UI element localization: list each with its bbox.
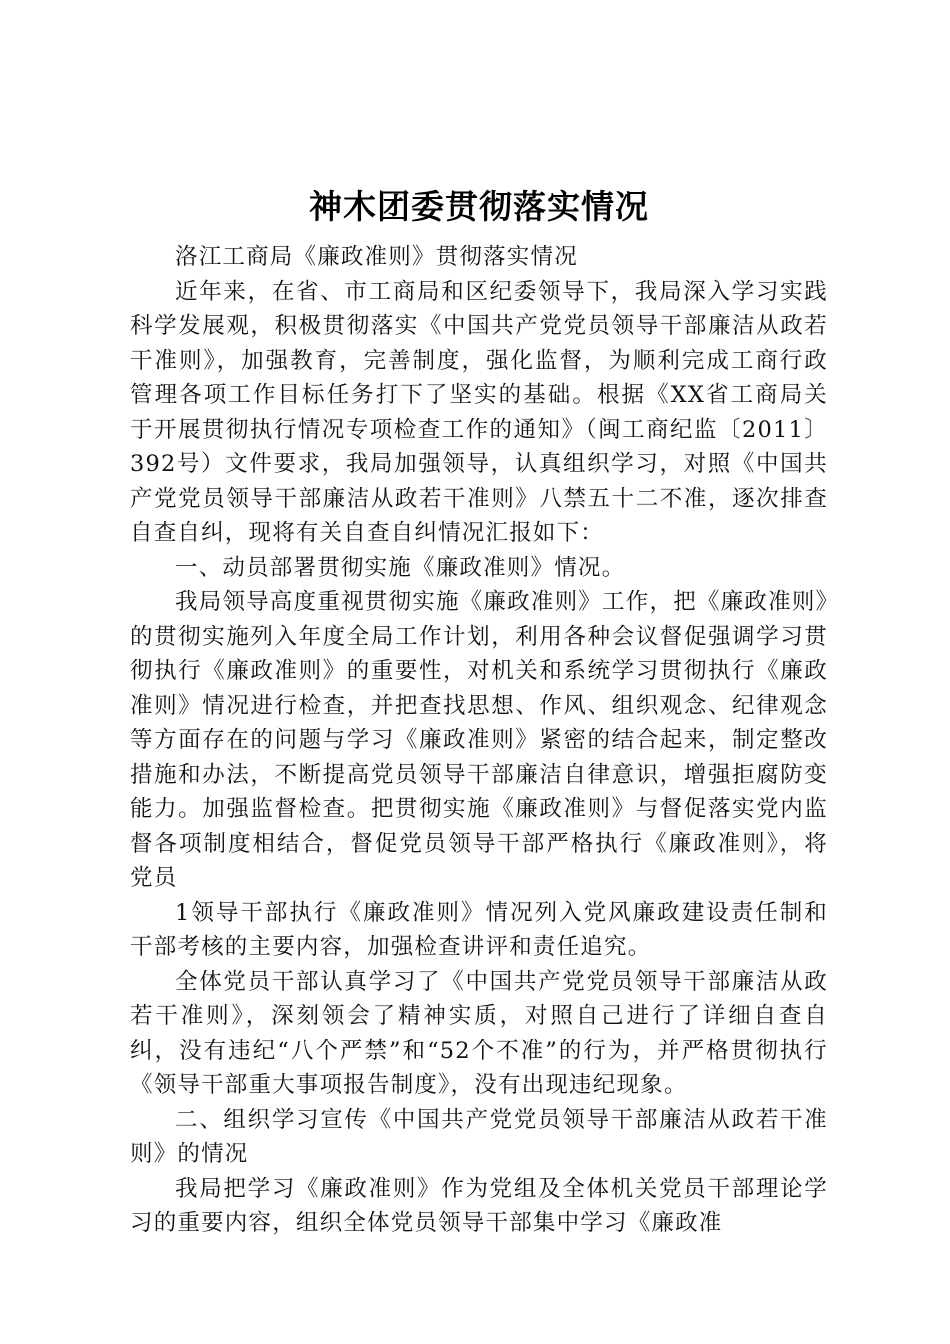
body-paragraph: 我局把学习《廉政准则》作为党组及全体机关党员干部理论学习的重要内容，组织全体党员领导干部集中学习《廉政准 (130, 1175, 828, 1236)
body-paragraph: 1领导干部执行《廉政准则》情况列入党风廉政建设责任制和干部考核的主要内容，加强检查讲评和责任追究。 (130, 899, 828, 960)
body-paragraph: 我局领导高度重视贯彻实施《廉政准则》工作，把《廉政准则》的贯彻实施列入年度全局工作计划，利用各种会议督促强调学习贯彻执行《廉政准则》的重要性，对机关和系统学习贯彻执行《廉政准则》情况进行检查，并把查找思想、作风、组织观念、纪律观念等方面存在的问题与学习《廉政准则》紧密的结合起来，制定整改措施和办法，不断提高党员领导干部廉洁自律意识，增强拒腐防变能力。加强监督检查。把贯彻实施《廉政准则》与督促落实党内监督各项制度相结合，督促党员领导干部严格执行《廉政准则》，将党员 (130, 589, 828, 891)
section-heading-2: 二、组织学习宣传《中国共产党党员领导干部廉洁从政若干准则》的情况 (130, 1106, 828, 1167)
body-paragraph: 全体党员干部认真学习了《中国共产党党员领导干部廉洁从政若干准则》，深刻领会了精神实质，对照自己进行了详细自查自纠，没有违纪“八个严禁”和“52个不准”的行为，并严格贯彻执行《领导干部重大事项报告制度》，没有出现违纪现象。 (130, 968, 828, 1098)
document-title: 神木团委贯彻落实情况 (309, 187, 649, 226)
document-page (130, 182, 828, 1241)
section-heading-1: 一、动员部署贯彻实施《廉政准则》情况。 (175, 554, 626, 581)
subtitle-paragraph: 洛江工商局《廉政准则》贯彻落实情况 (175, 244, 578, 270)
intro-paragraph: 近年来，在省、市工商局和区纪委领导下，我局深入学习实践科学发展观，积极贯彻落实《中国共产党党员领导干部廉洁从政若干准则》，加强教育，完善制度，强化监督，为顺利完成工商行政管理各项工作目标任务打下了坚实的基础。根据《XX省工商局关于开展贯彻执行情况专项检查工作的通知》（闽工商纪监〔2011〕392号）文件要求，我局加强领导，认真组织学习，对照《中国共产党党员领导干部廉洁从政若干准则》八禁五十二不准，逐次排查自查自纠，现将有关自查自纠情况汇报如下： (130, 278, 828, 546)
